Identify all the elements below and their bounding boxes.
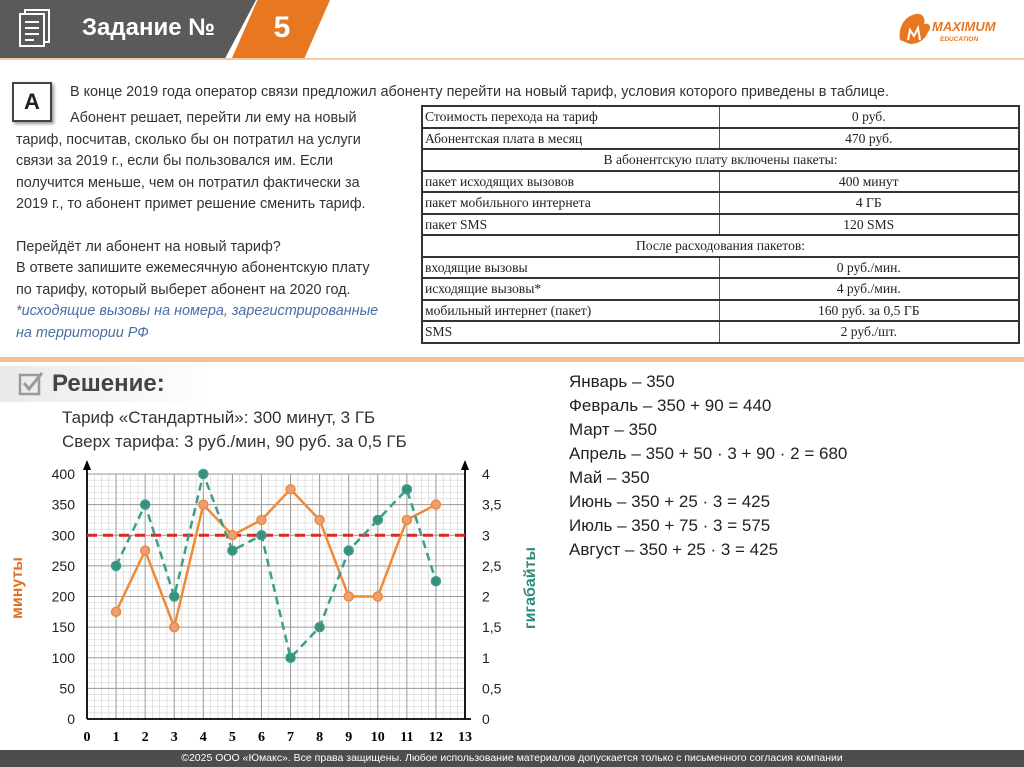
y-left-tick-label: 300 — [51, 527, 75, 544]
row-value: 470 руб. — [719, 128, 1019, 150]
row-label: входящие вызовы — [422, 257, 719, 279]
usage-chart — [0, 460, 540, 750]
x-tick-label: 9 — [345, 730, 353, 745]
gigabytes-data-point — [315, 623, 324, 632]
gigabytes-data-point — [373, 515, 382, 524]
x-tick-label: 10 — [370, 730, 385, 745]
y-right-tick-label: 0,5 — [482, 680, 502, 697]
row-label: пакет мобильного интернета — [422, 192, 719, 214]
minutes-data-point — [199, 500, 208, 509]
table-row — [422, 300, 1019, 322]
y-right-tick-label: 3 — [482, 527, 490, 544]
y-right-tick-label: 0 — [482, 711, 490, 727]
minutes-data-point — [431, 500, 440, 509]
y-left-tick-label: 400 — [51, 466, 75, 482]
minutes-data-point — [228, 531, 237, 540]
calc-row: Май – 350 — [569, 468, 650, 487]
y-left-tick-label: 50 — [59, 680, 75, 697]
x-tick-label: 5 — [228, 730, 236, 745]
minutes-data-point — [402, 515, 411, 524]
y-right-tick-label: 1 — [482, 649, 490, 666]
x-tick-label: 4 — [199, 730, 207, 745]
task-line: связи за 2019 г., если бы пользовался им. Если — [16, 153, 334, 169]
x-tick-label: 2 — [141, 730, 149, 745]
gigabytes-data-point — [170, 592, 179, 601]
row-label: пакет исходящих вызовов — [422, 171, 719, 193]
row-label: Стоимость перехода на тариф — [422, 106, 719, 128]
row-value: 160 руб. за 0,5 ГБ — [719, 300, 1019, 322]
calc-row: Апрель – 350 + 50 · 3 + 90 · 2 = 680 — [569, 444, 848, 463]
table-row — [422, 214, 1019, 236]
overage-tariff-line: Сверх тарифа: 3 руб./мин, 90 руб. за 0,5 ГБ — [62, 432, 407, 451]
y-left-tick-label: 250 — [51, 557, 75, 574]
table-row — [422, 106, 1019, 128]
table-row — [422, 192, 1019, 214]
row-value: 4 руб./мин. — [719, 278, 1019, 300]
x-tick-label: 0 — [83, 730, 91, 745]
x-tick-label: 13 — [458, 730, 472, 745]
minutes-data-point — [373, 592, 382, 601]
x-tick-label: 11 — [400, 730, 414, 745]
row-label: SMS — [422, 321, 719, 343]
y-left-tick-label: 150 — [51, 619, 75, 636]
y-right-tick-label: 4 — [482, 466, 490, 482]
y-right-tick-label: 2 — [482, 588, 490, 605]
calc-row: Август – 350 + 25 · 3 = 425 — [569, 540, 779, 559]
calc-row: Январь – 350 — [569, 372, 675, 391]
gigabytes-data-point — [344, 546, 353, 555]
minutes-data-point — [315, 515, 324, 524]
row-label: мобильный интернет (пакет) — [422, 300, 719, 322]
task-line: получится меньше, чем он потратил фактически за — [16, 174, 360, 191]
table-row — [422, 128, 1019, 150]
table-row — [422, 171, 1019, 193]
row-value: 400 минут — [719, 171, 1019, 193]
y-right-tick-label: 1,5 — [482, 619, 502, 636]
table-row — [422, 149, 1019, 171]
y-right-tick-label: 3,5 — [482, 496, 502, 513]
x-tick-label: 8 — [316, 730, 324, 745]
minutes-data-point — [170, 623, 179, 632]
section-heading: В абонентскую плату включены пакеты: — [422, 149, 1019, 171]
task-line: Абонент решает, перейти ли ему на новый — [70, 110, 357, 126]
y-right-tick-label: 2,5 — [482, 557, 502, 574]
footnote-line: на территории РФ — [16, 324, 149, 341]
copyright-footer: ©2025 ООО «Юмакс». Все права защищены. Любое использование материалов допускается только с письменного согласия компании — [0, 750, 1024, 767]
arrow-icon — [461, 460, 469, 470]
table-row — [422, 321, 1019, 343]
section-heading: После расходования пакетов: — [422, 235, 1019, 257]
arrow-icon — [83, 460, 91, 470]
row-label: исходящие вызовы* — [422, 278, 719, 300]
calc-row: Июнь – 350 + 25 · 3 = 425 — [569, 492, 771, 511]
calc-row: Март – 350 — [569, 420, 657, 439]
standard-tariff-line: Тариф «Стандартный»: 300 минут, 3 ГБ — [62, 408, 376, 427]
row-label: Абонентская плата в месяц — [422, 128, 719, 150]
gigabytes-data-point — [431, 577, 440, 586]
header-bar — [0, 0, 1024, 58]
question-line: по тарифу, который выберет абонент на 2020 год. — [16, 281, 351, 298]
table-row — [422, 278, 1019, 300]
y-left-tick-label: 100 — [51, 649, 75, 666]
task-line: 2019 г., то абонент примет решение сменить тариф. — [16, 196, 366, 212]
footnote-line: *исходящие вызовы на номера, зарегистрированные — [16, 303, 379, 319]
minutes-data-point — [344, 592, 353, 601]
calc-row: Июль – 350 + 75 · 3 = 575 — [569, 516, 771, 535]
tariff-table — [421, 105, 1020, 344]
gigabytes-data-point — [141, 500, 150, 509]
task-number: 5 — [273, 11, 291, 44]
x-tick-label: 1 — [112, 730, 120, 745]
page-title: Задание № — [82, 14, 215, 41]
row-value: 0 руб. — [719, 106, 1019, 128]
minutes-data-point — [257, 515, 266, 524]
document-icon — [18, 8, 52, 48]
question-line: Перейдёт ли абонент на новый тариф? — [16, 238, 281, 255]
x-tick-label: 6 — [257, 730, 265, 745]
row-value: 2 руб./шт. — [719, 321, 1019, 343]
table-row — [422, 235, 1019, 257]
x-tick-label: 12 — [428, 730, 443, 745]
gigabytes-data-point — [257, 531, 266, 540]
y-left-tick-label: 350 — [51, 496, 75, 513]
calc-row: Февраль – 350 + 90 = 440 — [569, 396, 772, 415]
section-divider — [0, 357, 1024, 362]
row-label: пакет SMS — [422, 214, 719, 236]
gigabytes-data-point — [286, 653, 295, 662]
gigabytes-data-point — [402, 485, 411, 494]
x-tick-label: 7 — [287, 730, 295, 745]
y-right-axis-title: гигабайты — [522, 546, 539, 630]
maximum-logo — [896, 10, 1016, 48]
header-underline — [0, 58, 1024, 60]
minutes-data-point — [112, 607, 121, 616]
question-line: В ответе запишите ежемесячную абонентскую плату — [16, 260, 370, 276]
gigabytes-data-point — [112, 561, 121, 570]
gigabytes-data-point — [228, 546, 237, 555]
svg-text:EDUCATION: EDUCATION — [940, 36, 979, 43]
minutes-data-point — [141, 546, 150, 555]
row-value: 4 ГБ — [719, 192, 1019, 214]
task-intro: В конце 2019 года оператор связи предложил абоненту перейти на новый тариф, условия которого приведены в таблице. — [70, 84, 889, 100]
task-description — [16, 108, 411, 344]
x-tick-label: 3 — [170, 730, 178, 745]
y-left-tick-label: 0 — [67, 711, 75, 727]
checkbox-check-icon — [18, 370, 44, 396]
gigabytes-data-point — [199, 470, 208, 479]
minutes-data-point — [286, 485, 295, 494]
y-left-axis-title: минуты — [9, 557, 26, 619]
monthly-calculation — [569, 370, 847, 562]
table-row — [422, 257, 1019, 279]
task-badge: А — [12, 82, 52, 122]
svg-text:MAXIMUM: MAXIMUM — [932, 19, 996, 34]
y-left-tick-label: 200 — [51, 588, 75, 605]
task-line: тариф, посчитав, сколько бы он потратил на услуги — [16, 131, 361, 148]
row-value: 0 руб./мин. — [719, 257, 1019, 279]
row-value: 120 SMS — [719, 214, 1019, 236]
solution-title: Решение: — [52, 370, 165, 397]
